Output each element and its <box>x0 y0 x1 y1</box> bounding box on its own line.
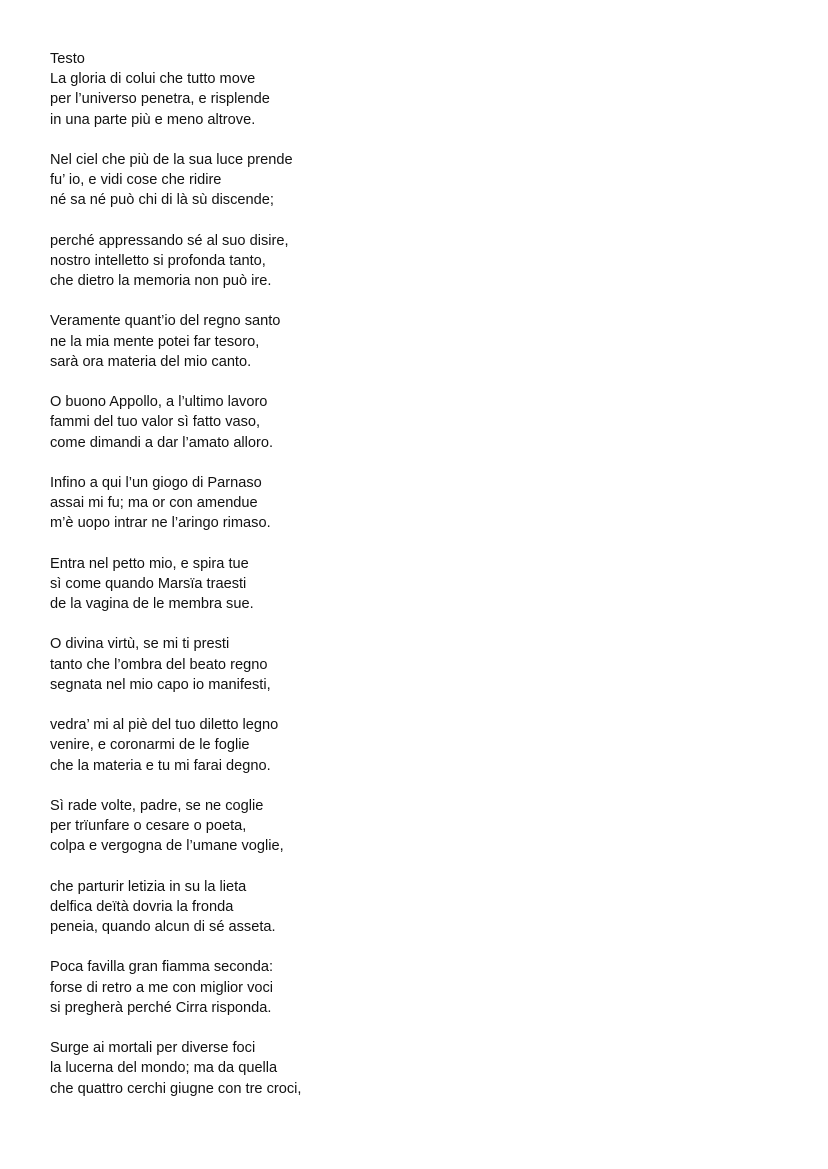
verse-line: colpa e vergogna de l’umane voglie, <box>50 838 284 855</box>
verse-line: O buono Appollo, a l’ultimo lavoro <box>50 394 268 411</box>
verse-line: venire, e coronarmi de le foglie <box>50 737 250 754</box>
verse-line: come dimandi a dar l’amato alloro. <box>50 434 274 451</box>
verse-line: Sì rade volte, padre, se ne coglie <box>50 797 264 814</box>
verse-line: La gloria di colui che tutto move <box>50 71 256 88</box>
verse-line: assai mi fu; ma or con amendue <box>50 495 258 512</box>
verse-line: che dietro la memoria non può ire. <box>50 273 272 290</box>
stanza <box>50 1038 770 1099</box>
stanza <box>50 231 770 292</box>
verse-line: che quattro cerchi giugne con tre croci, <box>50 1080 302 1097</box>
verse-line: Veramente quant’io del regno santo <box>50 313 281 330</box>
stanza <box>50 473 770 534</box>
document-page <box>50 49 770 1119</box>
verse-line: vedra’ mi al piè del tuo diletto legno <box>50 717 279 734</box>
verse-line: m’è uopo intrar ne l’aringo rimaso. <box>50 515 271 532</box>
stanza <box>50 311 770 372</box>
document-heading: Testo <box>50 51 85 67</box>
stanza <box>50 715 770 776</box>
stanza <box>50 392 770 453</box>
stanza <box>50 554 770 615</box>
stanza <box>50 796 770 857</box>
verse-line: sì come quando Marsïa traesti <box>50 575 247 592</box>
verse-line: che la materia e tu mi farai degno. <box>50 757 271 774</box>
verse-line: de la vagina de le membra sue. <box>50 596 254 613</box>
verse-line: per l’universo penetra, e risplende <box>50 91 270 108</box>
verse-line: Infino a qui l’un giogo di Parnaso <box>50 474 262 491</box>
verse-line: O divina virtù, se mi ti presti <box>50 636 230 653</box>
stanza <box>50 69 770 130</box>
verse-line: ne la mia mente potei far tesoro, <box>50 333 260 350</box>
verse-line: Surge ai mortali per diverse foci <box>50 1040 256 1057</box>
verse-line: forse di retro a me con miglior voci <box>50 979 274 996</box>
verse-line: né sa né può chi di là sù discende; <box>50 192 274 209</box>
verse-line: sarà ora materia del mio canto. <box>50 353 252 370</box>
verse-line: fammi del tuo valor sì fatto vaso, <box>50 414 261 431</box>
stanza <box>50 150 770 211</box>
verse-line: Entra nel petto mio, e spira tue <box>50 555 249 572</box>
verse-line: Poca favilla gran fiamma seconda: <box>50 959 274 976</box>
verse-line: segnata nel mio capo io manifesti, <box>50 676 271 693</box>
verse-line: perché appressando sé al suo disire, <box>50 232 289 249</box>
verse-line: peneia, quando alcun di sé asseta. <box>50 919 276 936</box>
verse-line: che parturir letizia in su la lieta <box>50 878 247 895</box>
poem-body <box>50 69 770 1099</box>
stanza <box>50 877 770 938</box>
verse-line: tanto che l’ombra del beato regno <box>50 656 268 673</box>
verse-line: la lucerna del mondo; ma da quella <box>50 1060 278 1077</box>
verse-line: delfica deïtà dovria la fronda <box>50 898 234 915</box>
verse-line: si pregherà perché Cirra risponda. <box>50 999 272 1016</box>
stanza <box>50 957 770 1018</box>
stanza <box>50 634 770 695</box>
verse-line: per trïunfare o cesare o poeta, <box>50 818 247 835</box>
verse-line: nostro intelletto si profonda tanto, <box>50 252 266 269</box>
verse-line: Nel ciel che più de la sua luce prende <box>50 151 293 168</box>
verse-line: fu’ io, e vidi cose che ridire <box>50 172 222 189</box>
verse-line: in una parte più e meno altrove. <box>50 111 256 128</box>
